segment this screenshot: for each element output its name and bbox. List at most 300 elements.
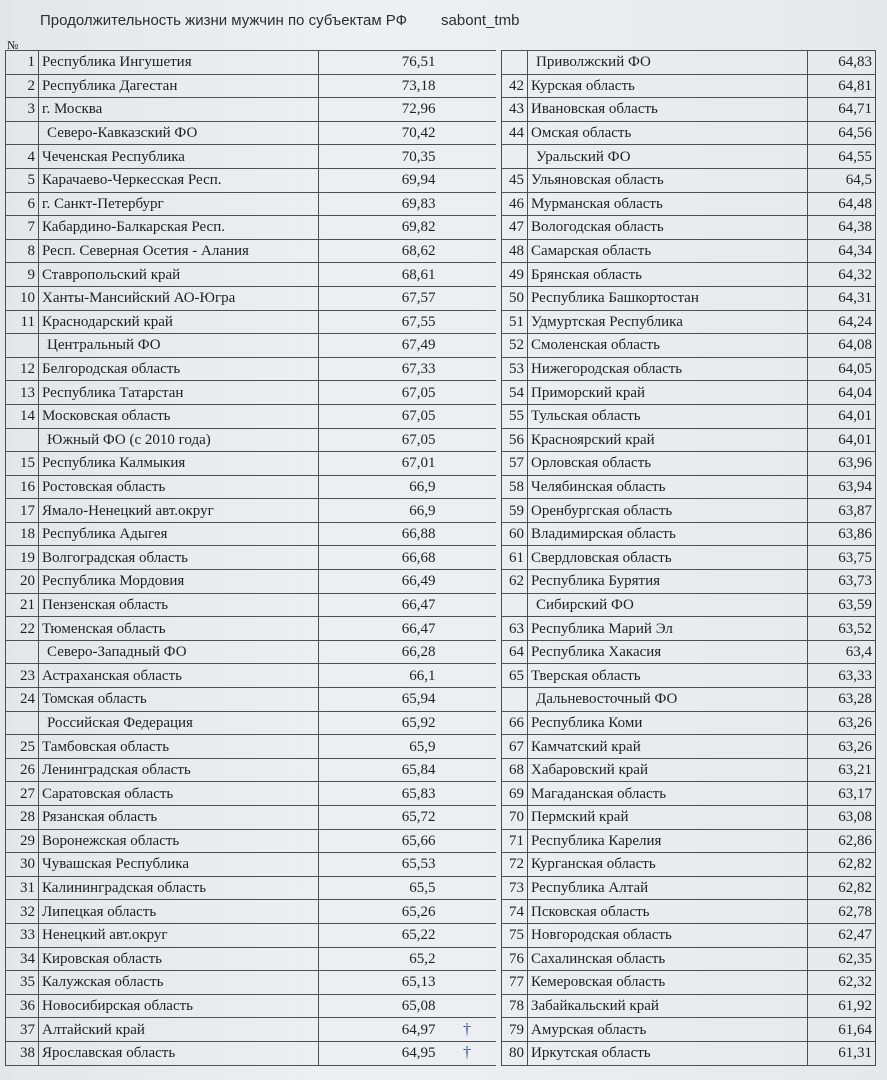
- row-number: 66: [502, 711, 528, 735]
- life-expectancy-value: 63,26: [808, 735, 876, 759]
- life-expectancy-value: 63,08: [808, 806, 876, 830]
- region-name: Респ. Северная Осетия - Алания: [39, 239, 319, 263]
- table-row: [6, 428, 496, 452]
- handwritten-mark: [439, 617, 496, 641]
- row-number: [6, 711, 39, 735]
- region-name: Омская область: [528, 121, 808, 145]
- region-name: Астраханская область: [39, 664, 319, 688]
- region-name: Кировская область: [39, 947, 319, 971]
- row-number: 10: [6, 286, 39, 310]
- table-row: [6, 806, 496, 830]
- row-number: 45: [502, 168, 528, 192]
- row-number: 52: [502, 334, 528, 358]
- handwritten-mark: [439, 404, 496, 428]
- row-number: 68: [502, 758, 528, 782]
- handwritten-mark: [439, 994, 496, 1018]
- handwritten-mark: [439, 947, 496, 971]
- handwritten-mark: [439, 192, 496, 216]
- region-name: Орловская область: [528, 452, 808, 476]
- life-expectancy-value: 65,9: [319, 735, 439, 759]
- table-row: [6, 758, 496, 782]
- table-row: [502, 216, 876, 240]
- table-row: [502, 640, 876, 664]
- table-row: [502, 475, 876, 499]
- life-expectancy-value: 66,47: [319, 593, 439, 617]
- region-name: Иркутская область: [528, 1041, 808, 1065]
- life-expectancy-value: 63,94: [808, 475, 876, 499]
- life-expectancy-value: 63,17: [808, 782, 876, 806]
- table-row: [502, 286, 876, 310]
- document-title: [40, 12, 519, 29]
- table-row: [6, 334, 496, 358]
- table-row: [6, 782, 496, 806]
- region-name: Республика Башкортостан: [528, 286, 808, 310]
- row-number: 29: [6, 829, 39, 853]
- region-name: Калужская область: [39, 971, 319, 995]
- life-expectancy-value: 62,82: [808, 853, 876, 877]
- row-number: 23: [6, 664, 39, 688]
- row-number: 64: [502, 640, 528, 664]
- table-row: [6, 570, 496, 594]
- table-row: [502, 758, 876, 782]
- life-expectancy-value: 68,62: [319, 239, 439, 263]
- left-table: [5, 50, 496, 1066]
- life-expectancy-value: 66,68: [319, 546, 439, 570]
- table-row: [6, 1018, 496, 1042]
- table-row: [6, 452, 496, 476]
- region-name: Амурская область: [528, 1018, 808, 1042]
- life-expectancy-value: 66,49: [319, 570, 439, 594]
- region-name: Забайкальский край: [528, 994, 808, 1018]
- region-name: Карачаево-Черкесская Респ.: [39, 168, 319, 192]
- table-row: [6, 51, 496, 75]
- region-name: Кемеровская область: [528, 971, 808, 995]
- row-number: [6, 428, 39, 452]
- region-name: Ярославская область: [39, 1041, 319, 1065]
- region-name: Нижегородская область: [528, 357, 808, 381]
- life-expectancy-value: 63,73: [808, 570, 876, 594]
- handwritten-mark: [439, 428, 496, 452]
- table-row: [6, 499, 496, 523]
- handwritten-mark: [439, 381, 496, 405]
- region-name: Челябинская область: [528, 475, 808, 499]
- region-name: Чеченская Республика: [39, 145, 319, 169]
- row-number: 48: [502, 239, 528, 263]
- life-expectancy-value: 67,05: [319, 381, 439, 405]
- life-expectancy-value: 64,48: [808, 192, 876, 216]
- region-name: Республика Адыгея: [39, 522, 319, 546]
- region-name: Калининградская область: [39, 876, 319, 900]
- table-row: [502, 1018, 876, 1042]
- row-number: 61: [502, 546, 528, 570]
- table-row: [6, 923, 496, 947]
- region-name: Псковская область: [528, 900, 808, 924]
- handwritten-mark: [439, 782, 496, 806]
- region-name: Ростовская область: [39, 475, 319, 499]
- table-row: [6, 711, 496, 735]
- region-name: Воронежская область: [39, 829, 319, 853]
- row-number: 69: [502, 782, 528, 806]
- handwritten-mark: [439, 664, 496, 688]
- row-number: 63: [502, 617, 528, 641]
- handwritten-mark: [439, 758, 496, 782]
- row-number: 2: [6, 74, 39, 98]
- table-row: [502, 168, 876, 192]
- table-row: [502, 994, 876, 1018]
- region-name: Саратовская область: [39, 782, 319, 806]
- region-name: Смоленская область: [528, 334, 808, 358]
- life-expectancy-value: 70,42: [319, 121, 439, 145]
- row-number: 70: [502, 806, 528, 830]
- life-expectancy-value: 64,95: [319, 1041, 439, 1065]
- table-row: [502, 192, 876, 216]
- life-expectancy-value: 63,33: [808, 664, 876, 688]
- life-expectancy-value: 65,66: [319, 829, 439, 853]
- handwritten-mark: [439, 74, 496, 98]
- life-expectancy-value: 66,9: [319, 499, 439, 523]
- life-expectancy-value: 64,5: [808, 168, 876, 192]
- row-number: 51: [502, 310, 528, 334]
- row-number: 24: [6, 688, 39, 712]
- right-table: [501, 50, 876, 1066]
- region-name: Оренбургская область: [528, 499, 808, 523]
- row-number: 53: [502, 357, 528, 381]
- life-expectancy-value: 64,97: [319, 1018, 439, 1042]
- table-row: [502, 971, 876, 995]
- region-name: Республика Дагестан: [39, 74, 319, 98]
- table-row: [6, 947, 496, 971]
- row-number: 9: [6, 263, 39, 287]
- life-expectancy-value: 73,18: [319, 74, 439, 98]
- handwritten-mark: [439, 168, 496, 192]
- life-expectancy-value: 62,86: [808, 829, 876, 853]
- table-row: [6, 853, 496, 877]
- table-row: [6, 617, 496, 641]
- table-row: [6, 593, 496, 617]
- life-expectancy-value: 68,61: [319, 263, 439, 287]
- table-row: [6, 829, 496, 853]
- life-expectancy-value: 65,84: [319, 758, 439, 782]
- handwritten-mark: [439, 263, 496, 287]
- life-expectancy-value: 65,22: [319, 923, 439, 947]
- table-row: [6, 640, 496, 664]
- region-name: Владимирская область: [528, 522, 808, 546]
- region-name: Чувашская Республика: [39, 853, 319, 877]
- life-expectancy-value: 64,34: [808, 239, 876, 263]
- table-row: [6, 192, 496, 216]
- life-expectancy-value: 66,9: [319, 475, 439, 499]
- row-number: 73: [502, 876, 528, 900]
- row-number: 46: [502, 192, 528, 216]
- row-number: 35: [6, 971, 39, 995]
- row-number: 13: [6, 381, 39, 405]
- author-tag: sabont_tmb: [441, 12, 520, 29]
- row-number: [502, 51, 528, 75]
- row-number: 58: [502, 475, 528, 499]
- life-expectancy-value: 63,87: [808, 499, 876, 523]
- life-expectancy-value: 76,51: [319, 51, 439, 75]
- region-name: Сахалинская область: [528, 947, 808, 971]
- row-number: 11: [6, 310, 39, 334]
- table-row: [502, 947, 876, 971]
- row-number: 65: [502, 664, 528, 688]
- table-row: [6, 121, 496, 145]
- table-row: [502, 617, 876, 641]
- region-name: Краснодарский край: [39, 310, 319, 334]
- life-expectancy-value: 65,83: [319, 782, 439, 806]
- region-name: Вологодская область: [528, 216, 808, 240]
- row-number: 15: [6, 452, 39, 476]
- region-name: Тюменская область: [39, 617, 319, 641]
- life-expectancy-value: 62,47: [808, 923, 876, 947]
- region-name: Мурманская область: [528, 192, 808, 216]
- row-number: 37: [6, 1018, 39, 1042]
- life-expectancy-value: 64,31: [808, 286, 876, 310]
- region-name: Курская область: [528, 74, 808, 98]
- table-row: [502, 570, 876, 594]
- handwritten-mark: [439, 145, 496, 169]
- table-row: [502, 499, 876, 523]
- life-expectancy-value: 63,28: [808, 688, 876, 712]
- life-expectancy-value: 65,26: [319, 900, 439, 924]
- table-row: [502, 923, 876, 947]
- table-row: [6, 664, 496, 688]
- life-expectancy-value: 63,52: [808, 617, 876, 641]
- life-expectancy-value: 63,86: [808, 522, 876, 546]
- region-name: Кабардино-Балкарская Респ.: [39, 216, 319, 240]
- table-row: [502, 310, 876, 334]
- row-number: 38: [6, 1041, 39, 1065]
- life-expectancy-value: 67,49: [319, 334, 439, 358]
- row-number: 12: [6, 357, 39, 381]
- handwritten-mark: [439, 310, 496, 334]
- life-expectancy-value: 65,2: [319, 947, 439, 971]
- region-name: Камчатский край: [528, 735, 808, 759]
- row-number: 3: [6, 98, 39, 122]
- table-row: [6, 74, 496, 98]
- table-row: [502, 546, 876, 570]
- table-row: [502, 829, 876, 853]
- handwritten-mark: [439, 121, 496, 145]
- row-number: [6, 640, 39, 664]
- table-row: [502, 239, 876, 263]
- table-row: [6, 1041, 496, 1065]
- row-number: 7: [6, 216, 39, 240]
- handwritten-mark: [439, 640, 496, 664]
- row-number: 44: [502, 121, 528, 145]
- life-expectancy-value: 65,08: [319, 994, 439, 1018]
- region-name: Республика Хакасия: [528, 640, 808, 664]
- number-column-label: №: [7, 38, 19, 52]
- region-name: Ульяновская область: [528, 168, 808, 192]
- row-number: 27: [6, 782, 39, 806]
- row-number: 60: [502, 522, 528, 546]
- row-number: 1: [6, 51, 39, 75]
- region-name: Ненецкий авт.округ: [39, 923, 319, 947]
- table-row: [502, 853, 876, 877]
- region-name: Республика Бурятия: [528, 570, 808, 594]
- region-name: Республика Карелия: [528, 829, 808, 853]
- region-name: Магаданская область: [528, 782, 808, 806]
- table-row: [502, 98, 876, 122]
- row-number: 50: [502, 286, 528, 310]
- handwritten-mark: [439, 711, 496, 735]
- life-expectancy-value: 64,71: [808, 98, 876, 122]
- table-row: [502, 263, 876, 287]
- row-number: 6: [6, 192, 39, 216]
- row-number: 33: [6, 923, 39, 947]
- region-name: Республика Мордовия: [39, 570, 319, 594]
- handwritten-mark: [439, 853, 496, 877]
- region-name: Новгородская область: [528, 923, 808, 947]
- life-expectancy-value: 63,26: [808, 711, 876, 735]
- table-row: [6, 475, 496, 499]
- handwritten-mark: [439, 98, 496, 122]
- table-row: [502, 51, 876, 75]
- region-name: Красноярский край: [528, 428, 808, 452]
- region-name: Ямало-Ненецкий авт.округ: [39, 499, 319, 523]
- row-number: 4: [6, 145, 39, 169]
- region-name: Томская область: [39, 688, 319, 712]
- row-number: 43: [502, 98, 528, 122]
- table-row: [502, 735, 876, 759]
- region-name: Удмуртская Республика: [528, 310, 808, 334]
- row-number: 18: [6, 522, 39, 546]
- life-expectancy-value: 66,47: [319, 617, 439, 641]
- table-row: [6, 381, 496, 405]
- table-row: [502, 711, 876, 735]
- row-number: [502, 688, 528, 712]
- handwritten-mark: [439, 357, 496, 381]
- row-number: 32: [6, 900, 39, 924]
- life-expectancy-value: 64,55: [808, 145, 876, 169]
- row-number: 77: [502, 971, 528, 995]
- life-expectancy-value: 63,21: [808, 758, 876, 782]
- life-expectancy-value: 69,83: [319, 192, 439, 216]
- region-name: Курганская область: [528, 853, 808, 877]
- life-expectancy-value: 61,92: [808, 994, 876, 1018]
- life-expectancy-value: 69,82: [319, 216, 439, 240]
- table-row: [502, 404, 876, 428]
- table-row: [502, 74, 876, 98]
- life-expectancy-value: 64,01: [808, 404, 876, 428]
- table-row: [6, 688, 496, 712]
- region-name: Волгоградская область: [39, 546, 319, 570]
- row-number: 17: [6, 499, 39, 523]
- life-expectancy-value: 66,28: [319, 640, 439, 664]
- life-expectancy-value: 64,32: [808, 263, 876, 287]
- row-number: 5: [6, 168, 39, 192]
- region-name: Тамбовская область: [39, 735, 319, 759]
- life-expectancy-value: 65,13: [319, 971, 439, 995]
- handwritten-mark: [439, 239, 496, 263]
- life-expectancy-value: 63,4: [808, 640, 876, 664]
- row-number: 76: [502, 947, 528, 971]
- row-number: 79: [502, 1018, 528, 1042]
- row-number: [502, 593, 528, 617]
- table-row: [502, 1041, 876, 1065]
- handwritten-mark: [439, 546, 496, 570]
- row-number: 31: [6, 876, 39, 900]
- table-row: [6, 404, 496, 428]
- table-row: [502, 334, 876, 358]
- row-number: 74: [502, 900, 528, 924]
- handwritten-mark: [439, 216, 496, 240]
- table-row: [6, 971, 496, 995]
- table-row: [502, 593, 876, 617]
- table-row: [502, 806, 876, 830]
- life-expectancy-value: 65,94: [319, 688, 439, 712]
- table-row: [6, 98, 496, 122]
- table-row: [6, 735, 496, 759]
- region-name: г. Санкт-Петербург: [39, 192, 319, 216]
- life-expectancy-value: 67,05: [319, 404, 439, 428]
- life-expectancy-value: 67,01: [319, 452, 439, 476]
- region-name: Республика Ингушетия: [39, 51, 319, 75]
- row-number: 20: [6, 570, 39, 594]
- life-expectancy-value: 62,82: [808, 876, 876, 900]
- handwritten-mark: [439, 923, 496, 947]
- life-expectancy-value: 62,78: [808, 900, 876, 924]
- row-number: 67: [502, 735, 528, 759]
- table-row: [502, 522, 876, 546]
- life-expectancy-value: 64,05: [808, 357, 876, 381]
- table-row: [502, 664, 876, 688]
- life-expectancy-value: 64,04: [808, 381, 876, 405]
- life-expectancy-value: 67,55: [319, 310, 439, 334]
- life-expectancy-value: 70,35: [319, 145, 439, 169]
- region-name: Пермский край: [528, 806, 808, 830]
- table-row: [6, 216, 496, 240]
- table-row: [6, 522, 496, 546]
- table-row: [502, 121, 876, 145]
- table-row: [502, 381, 876, 405]
- region-name: Свердловская область: [528, 546, 808, 570]
- row-number: 54: [502, 381, 528, 405]
- handwritten-mark: [439, 51, 496, 75]
- region-name: Республика Коми: [528, 711, 808, 735]
- region-name: Рязанская область: [39, 806, 319, 830]
- handwritten-mark: [439, 688, 496, 712]
- region-name: Брянская область: [528, 263, 808, 287]
- life-expectancy-value: 67,05: [319, 428, 439, 452]
- life-expectancy-value: 65,92: [319, 711, 439, 735]
- life-expectancy-value: 64,01: [808, 428, 876, 452]
- life-expectancy-value: 69,94: [319, 168, 439, 192]
- row-number: 42: [502, 74, 528, 98]
- region-name: Тверская область: [528, 664, 808, 688]
- region-name: Южный ФО (с 2010 года): [39, 428, 319, 452]
- life-expectancy-value: 66,88: [319, 522, 439, 546]
- handwritten-mark: [439, 593, 496, 617]
- region-name: Липецкая область: [39, 900, 319, 924]
- table-row: [502, 688, 876, 712]
- handwritten-mark: [439, 900, 496, 924]
- life-expectancy-value: 64,83: [808, 51, 876, 75]
- region-name: Приволжский ФО: [528, 51, 808, 75]
- handwritten-mark: [439, 735, 496, 759]
- life-expectancy-value: 67,33: [319, 357, 439, 381]
- life-expectancy-value: 65,5: [319, 876, 439, 900]
- row-number: 19: [6, 546, 39, 570]
- table-row: [502, 782, 876, 806]
- region-name: Сибирский ФО: [528, 593, 808, 617]
- handwritten-mark: [439, 286, 496, 310]
- row-number: 72: [502, 853, 528, 877]
- table-row: [6, 900, 496, 924]
- row-number: 47: [502, 216, 528, 240]
- region-name: Московская область: [39, 404, 319, 428]
